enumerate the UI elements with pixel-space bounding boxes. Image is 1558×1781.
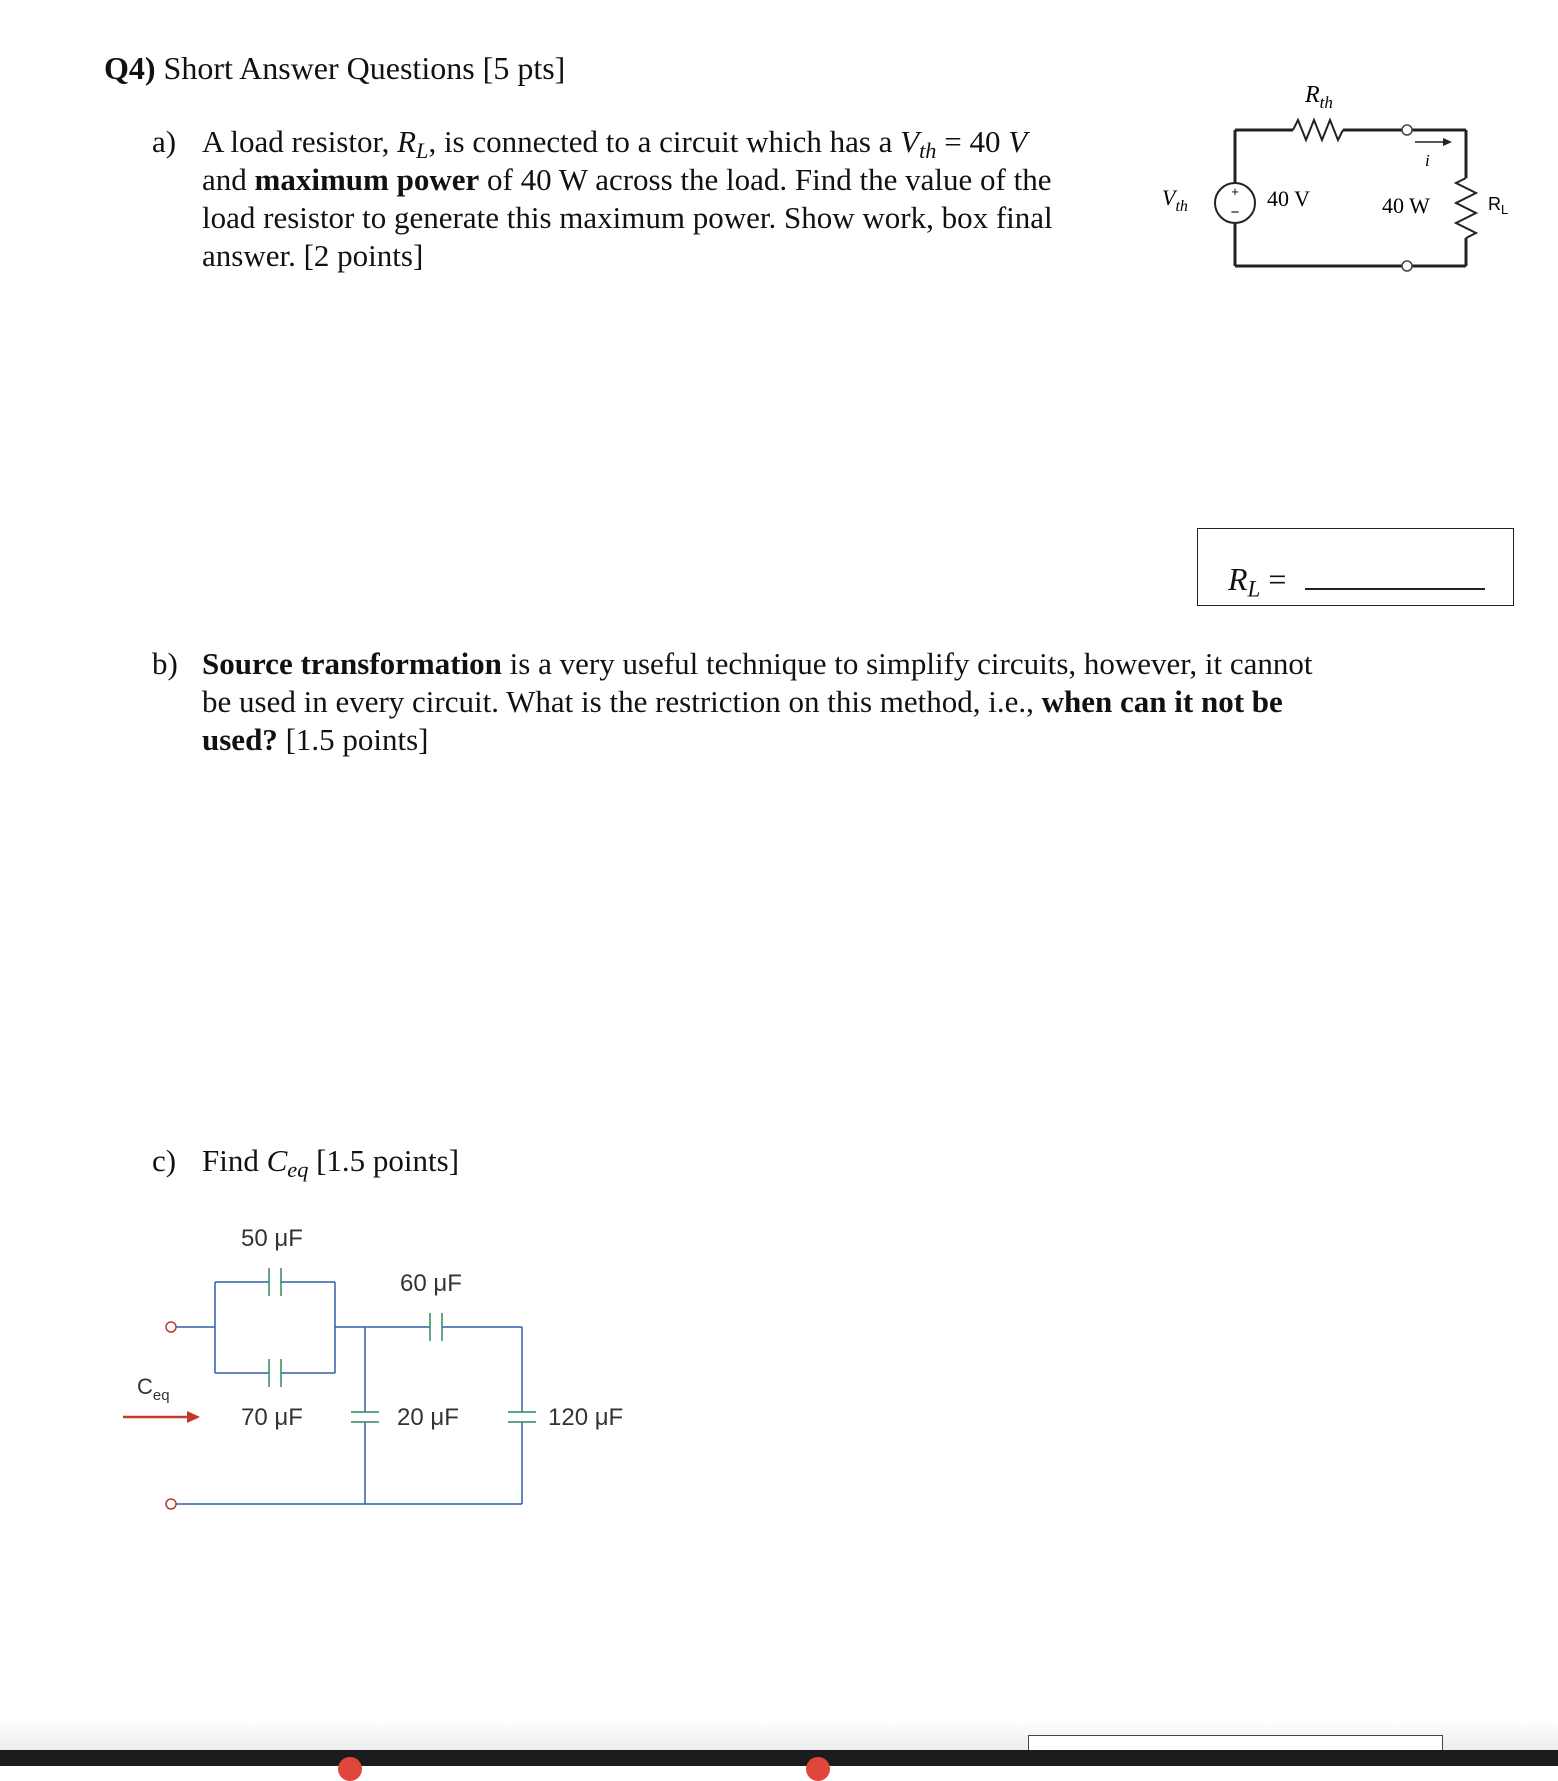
dock-app-icon[interactable]	[806, 1757, 830, 1781]
vth-symbol-sub: th	[919, 138, 937, 164]
part-a-line-1	[202, 123, 1053, 164]
answer-rl-sub: L	[1247, 575, 1261, 602]
thevenin-circuit-diagram	[1150, 80, 1530, 280]
rl-symbol-sub: L	[416, 138, 429, 164]
ceq-symbol-letter: C	[266, 1143, 288, 1178]
terminal-bottom	[1402, 261, 1412, 271]
answer-equals: =	[1260, 561, 1287, 597]
vth-symbol	[900, 124, 937, 164]
part-c	[152, 1142, 460, 1183]
rth-label-sub: th	[1319, 93, 1333, 112]
answer-rl-letter: R	[1228, 561, 1248, 597]
question-number: Q4)	[104, 50, 156, 86]
vth-label	[1162, 185, 1188, 215]
terminal-top	[166, 1322, 176, 1332]
rth-label	[1304, 82, 1333, 112]
part-b-bold-when: when can it not be	[1041, 684, 1283, 719]
part-a-label: a)	[152, 124, 177, 159]
cap-120-label: 120 μF	[548, 1404, 624, 1431]
dock-app-icon[interactable]	[338, 1757, 362, 1781]
terminal-top	[1402, 125, 1412, 135]
terminal-bottom	[166, 1499, 176, 1509]
part-a-text-4: and	[202, 162, 255, 197]
part-b-line-3	[202, 721, 1313, 759]
part-a	[152, 123, 1053, 275]
rl-label	[1488, 194, 1508, 217]
part-c-text-2: [1.5 points]	[308, 1143, 460, 1178]
next-page-edge	[1028, 1735, 1443, 1750]
rl-symbol-letter: R	[397, 124, 417, 159]
part-b	[152, 645, 1313, 759]
part-b-text-1: is a very useful technique to simplify circuits, however, it cannot	[501, 646, 1313, 681]
part-a-text-5: of 40 W across the load. Find the value of the	[479, 162, 1052, 197]
part-b-bold-used: used?	[202, 722, 278, 757]
dock-bar	[0, 1750, 1558, 1766]
part-b-bold-source-transformation: Source transformation	[202, 646, 502, 681]
cap-50-label: 50 μF	[241, 1225, 303, 1252]
ceq-symbol-sub: eq	[287, 1157, 309, 1183]
current-arrow-head	[1443, 138, 1452, 146]
part-a-volt-unit: V	[1008, 124, 1028, 159]
vth-symbol-letter: V	[900, 124, 920, 159]
rl-label-sub: L	[1501, 202, 1509, 217]
part-b-line-1	[202, 645, 1313, 683]
part-a-line-3: load resistor to generate this maximum power. Show work, box final	[202, 200, 1053, 235]
source-value-label: 40 V	[1267, 186, 1310, 211]
part-a-text-2: , is connected to a circuit which has a	[428, 124, 901, 159]
part-b-text-3: [1.5 points]	[277, 722, 429, 757]
answer-blank-line[interactable]	[1305, 588, 1485, 590]
power-label: 40 W	[1382, 193, 1430, 218]
question-title	[104, 50, 565, 87]
vth-label-sub: th	[1175, 198, 1188, 215]
part-b-label: b)	[152, 646, 178, 681]
cap-20-label: 20 μF	[397, 1404, 459, 1431]
rl-symbol	[397, 124, 429, 164]
rl-label-letter: R	[1488, 194, 1501, 214]
part-a-line-2	[202, 161, 1053, 199]
source-minus: −	[1230, 204, 1240, 221]
part-c-label: c)	[152, 1143, 177, 1178]
rth-resistor	[1293, 120, 1343, 140]
answer-label	[1228, 561, 1287, 602]
ceq-label-letter: C	[137, 1374, 153, 1399]
part-c-text-1: Find	[202, 1143, 267, 1178]
part-a-line-4: answer. [2 points]	[202, 238, 424, 273]
current-label: i	[1425, 151, 1430, 170]
source-plus: +	[1231, 184, 1239, 199]
part-b-line-2	[202, 683, 1313, 721]
part-b-text-2: be used in every circuit. What is the restriction on this method, i.e.,	[202, 684, 1042, 719]
part-a-text-3: = 40	[936, 124, 1009, 159]
ceq-arrow-head	[187, 1411, 200, 1423]
part-c-line-1	[202, 1142, 460, 1183]
question-title-text: Short Answer Questions [5 pts]	[163, 50, 566, 86]
vth-label-letter: V	[1162, 185, 1176, 210]
ceq-label	[137, 1374, 170, 1404]
rth-label-letter: R	[1305, 82, 1320, 108]
ceq-label-sub: eq	[152, 1387, 170, 1404]
cap-60-label: 60 μF	[400, 1270, 462, 1297]
rl-resistor	[1456, 178, 1476, 238]
part-a-bold-max-power: maximum power	[254, 162, 480, 197]
capacitor-circuit-diagram	[115, 1210, 645, 1520]
cap-70-label: 70 μF	[241, 1404, 303, 1431]
part-a-text-1: A load resistor,	[202, 124, 398, 159]
